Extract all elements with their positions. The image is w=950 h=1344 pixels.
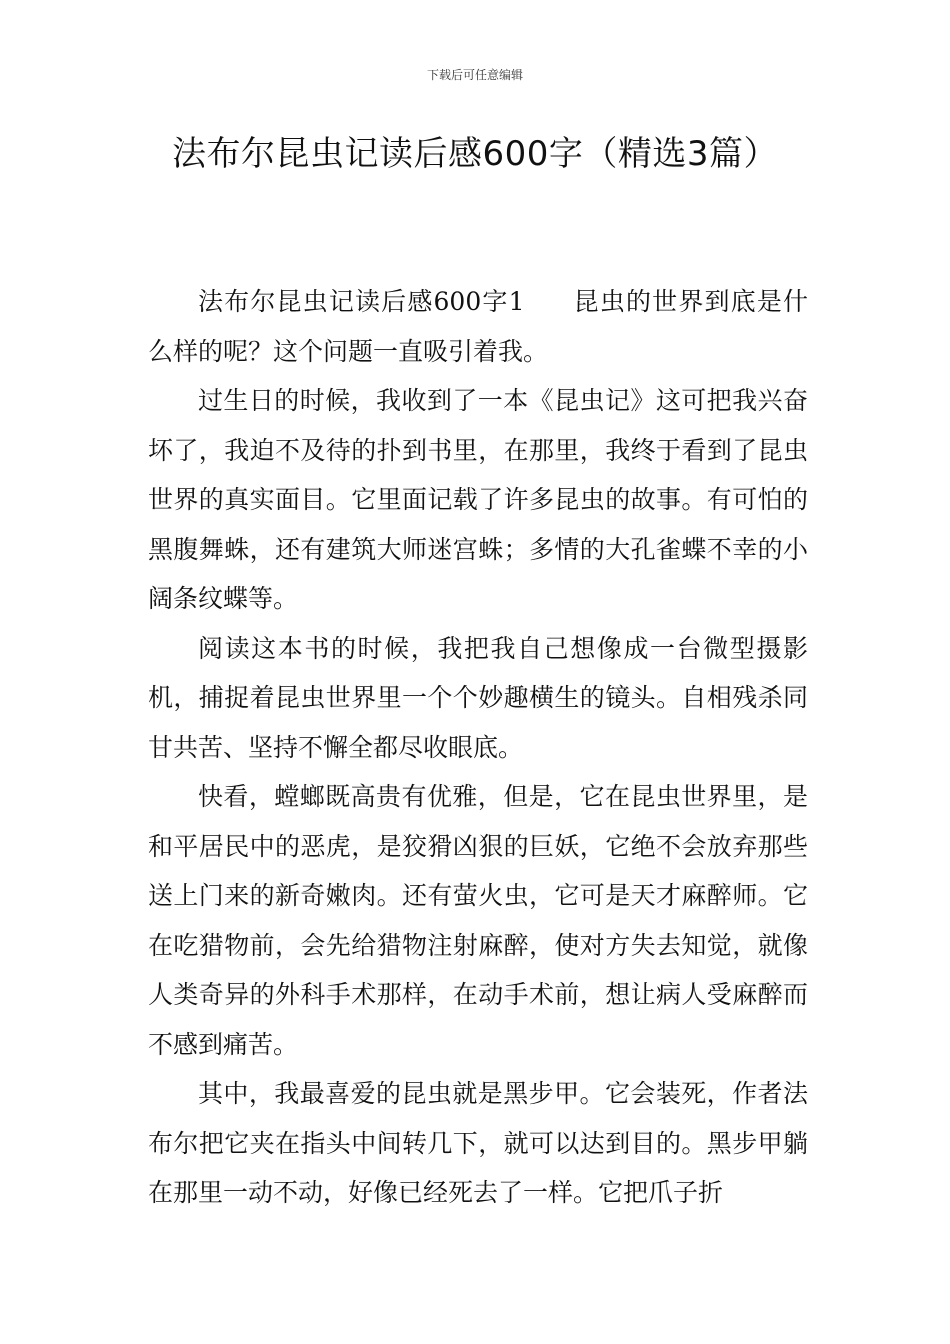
document-body [148, 277, 808, 1218]
paragraph-2: 过生日的时候，我收到了一本《昆虫记》这可把我兴奋坏了，我迫不及待的扑到书里，在那里，我终于看到了昆虫世界的真实面目。它里面记载了许多昆虫的故事。有可怕的黑腹舞蛛，还有建筑大师迷宫蛛；多情的大孔雀蝶不幸的小阔条纹蝶等。 [148, 386, 808, 613]
document-title: 法布尔昆虫记读后感600字（精选3篇） [171, 134, 779, 174]
section-heading: 法布尔昆虫记读后感600字1 [198, 287, 525, 316]
paragraph-3: 阅读这本书的时候，我把我自己想像成一台微型摄影机，捕捉着昆虫世界里一个个妙趣横生的镜头。自相残杀同甘共苦、坚持不懈全都尽收眼底。 [148, 633, 808, 762]
paragraph-1-text: 昆虫的世界到底是什么样的呢？这个问题一直吸引着我。 [148, 287, 808, 366]
paragraph-1 [148, 277, 808, 376]
paragraph-4: 快看，螳螂既高贵有优雅，但是，它在昆虫世界里，是和平居民中的恶虎，是狡猾凶狠的巨妖，它绝不会放弃那些送上门来的新奇嫩肉。还有萤火虫，它可是天才麻醉师。它在吃猎物前，会先给猎物注射麻醉，使对方失去知觉，就像人类奇异的外科手术那样，在动手术前，想让病人受麻醉而不感到痛苦。 [148, 782, 808, 1059]
header-note: 下载后可任意编辑 [426, 68, 523, 82]
paragraph-5: 其中，我最喜爱的昆虫就是黑步甲。它会装死，作者法布尔把它夹在指头中间转几下，就可以达到目的。黑步甲躺在那里一动不动，好像已经死去了一样。它把爪子折 [148, 1079, 808, 1207]
